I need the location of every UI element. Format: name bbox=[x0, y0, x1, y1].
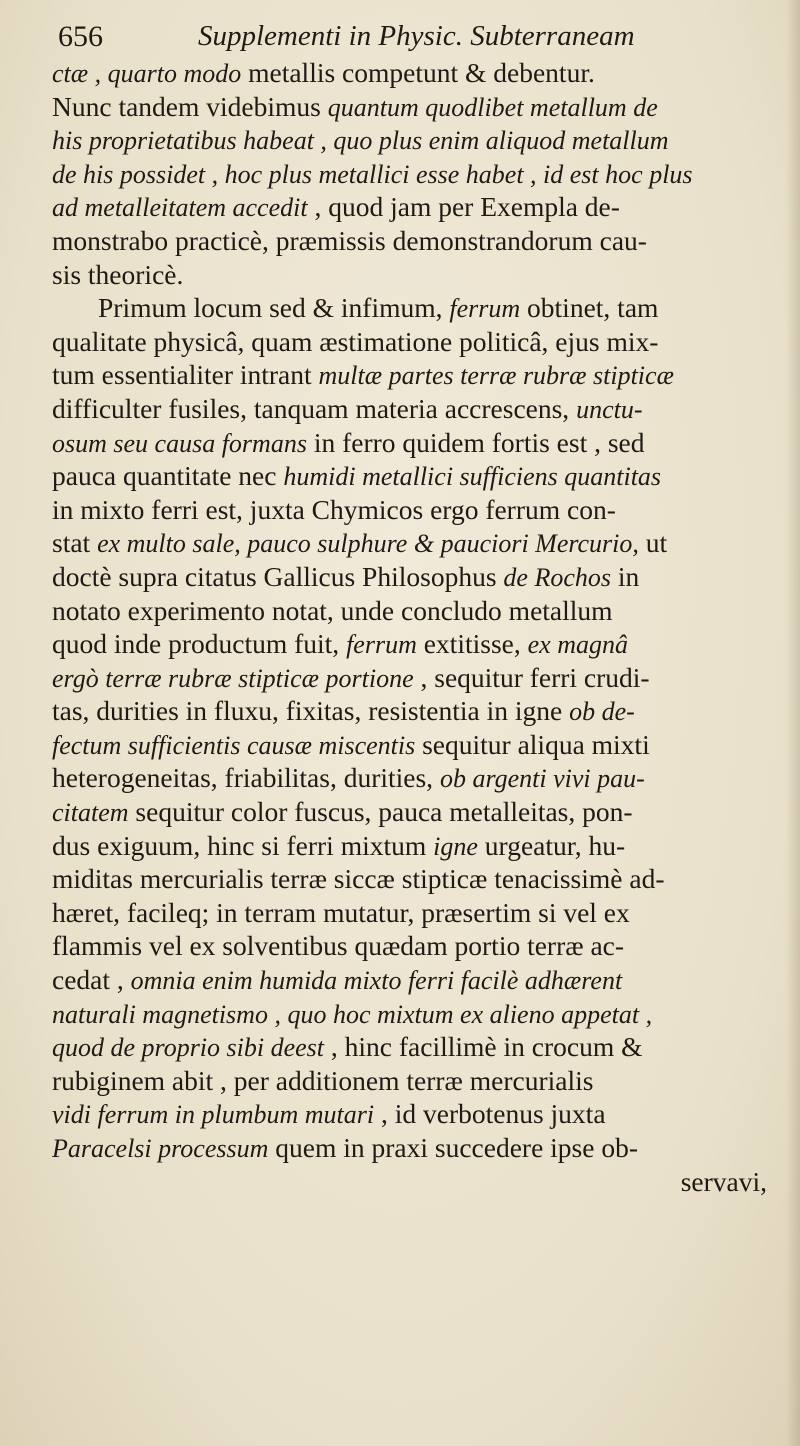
italic-segment: ob de- bbox=[569, 697, 635, 727]
text-segment: sis theoricè. bbox=[52, 258, 184, 290]
page-number: 656 bbox=[58, 20, 103, 53]
text-segment: flammis vel ex solventibus quædam portio terræ ac- bbox=[52, 930, 625, 962]
text-segment: , hinc facillimè in crocum & bbox=[324, 1031, 643, 1063]
italic-segment: ex multo sale, pauco sulphure & pauciori Mercurio, bbox=[97, 529, 639, 559]
italic-segment: fectum sufficientis causæ miscentis bbox=[52, 730, 416, 760]
text-segment: , sequitur ferri crudi- bbox=[413, 661, 650, 693]
italic-segment: osum seu causa formans bbox=[52, 428, 307, 458]
text-line bbox=[52, 560, 787, 594]
text-line bbox=[52, 594, 787, 628]
text-segment: ut bbox=[638, 527, 668, 559]
text-line bbox=[52, 862, 787, 896]
text-line bbox=[52, 694, 787, 728]
italic-segment: de Rochos bbox=[503, 562, 611, 592]
italic-segment: ex magnâ bbox=[527, 630, 628, 660]
text-line bbox=[52, 56, 787, 90]
text-line bbox=[52, 997, 787, 1031]
italic-segment: ad metalleitatem accedit bbox=[52, 193, 308, 223]
text-segment: in mixto ferri est, juxta Chymicos ergo ferrum con- bbox=[52, 493, 616, 525]
text-segment: tum essentialiter intrant bbox=[52, 359, 319, 391]
text-segment: qualitate physicâ, quam æstimatione politicâ, ejus mix- bbox=[52, 325, 659, 357]
text-line bbox=[52, 459, 787, 493]
text-line bbox=[52, 1131, 787, 1165]
text-segment: extitisse, bbox=[416, 628, 528, 660]
text-line bbox=[52, 795, 787, 829]
text-line bbox=[52, 190, 787, 224]
text-segment: servavi, bbox=[680, 1165, 767, 1197]
text-segment: , id verbotenus juxta bbox=[374, 1098, 606, 1130]
italic-segment: vidi ferrum in plumbum mutari bbox=[52, 1100, 375, 1130]
text-line bbox=[52, 258, 787, 292]
text-segment: stat bbox=[52, 527, 98, 559]
text-segment: urgeatur, hu- bbox=[477, 829, 626, 861]
italic-segment: citatem bbox=[52, 798, 129, 828]
italic-segment: ferrum bbox=[449, 294, 521, 324]
page-edge-shadow bbox=[786, 0, 800, 1446]
text-segment: doctè supra citatus Gallicus Philosophus bbox=[52, 560, 504, 592]
text-segment: cedat , bbox=[52, 964, 131, 996]
text-segment: obtinet, tam bbox=[520, 292, 659, 324]
text-line bbox=[52, 761, 787, 795]
text-segment: hæret, facileq; in terram mutatur, præsertim si vel ex bbox=[52, 896, 630, 928]
text-segment: in ferro quidem fortis est , sed bbox=[306, 426, 645, 458]
text-segment: monstrabo practicè, præmissis demonstrandorum cau- bbox=[52, 224, 647, 256]
text-line bbox=[52, 493, 787, 527]
italic-segment: ferrum bbox=[346, 630, 417, 660]
text-segment: heterogeneitas, friabilitas, durities, bbox=[52, 762, 440, 794]
text-line bbox=[52, 896, 787, 930]
text-segment: tas, durities in fluxu, fixitas, resistentia in igne bbox=[52, 695, 570, 727]
text-line bbox=[52, 426, 787, 460]
italic-segment: Paracelsi processum bbox=[52, 1134, 269, 1163]
text-line bbox=[52, 728, 787, 762]
text-segment: Primum locum sed & infimum, bbox=[98, 292, 450, 324]
italic-segment: ob argenti vivi pau- bbox=[439, 764, 645, 794]
italic-segment: igne bbox=[433, 831, 478, 861]
text-line bbox=[52, 358, 787, 392]
italic-segment: quod de proprio sibi deest bbox=[52, 1033, 325, 1063]
text-line bbox=[52, 1064, 787, 1098]
text-line bbox=[52, 157, 787, 191]
body-text bbox=[52, 56, 787, 1198]
italic-segment: humidi metallici sufficiens quantitas bbox=[283, 462, 662, 492]
italic-segment: quantum quodlibet metallum de bbox=[327, 92, 658, 122]
running-title: Supplementi in Physic. Subterraneam bbox=[198, 20, 635, 52]
text-line bbox=[52, 929, 787, 963]
italic-segment: ctæ , quarto modo bbox=[52, 59, 242, 88]
italic-segment: ergò terræ rubræ stipticæ portione bbox=[52, 663, 414, 693]
text-segment: sequitur aliqua mixti bbox=[415, 728, 650, 760]
text-line bbox=[52, 661, 787, 695]
text-segment: in bbox=[611, 560, 640, 592]
text-line bbox=[52, 90, 787, 124]
text-segment: dus exiguum, hinc si ferri mixtum bbox=[52, 829, 434, 861]
text-line bbox=[52, 963, 787, 997]
text-line bbox=[52, 224, 787, 258]
italic-segment: omnia enim humida mixto ferri facilè adhærent bbox=[130, 966, 623, 996]
page-header bbox=[58, 14, 758, 54]
text-segment: , quod jam per Exempla de- bbox=[307, 191, 620, 223]
text-line bbox=[52, 1030, 787, 1064]
text-line bbox=[52, 627, 787, 661]
text-line bbox=[52, 123, 787, 157]
text-segment: sequitur color fuscus, pauca metalleitas, pon- bbox=[128, 796, 633, 828]
text-line bbox=[52, 291, 787, 325]
text-line bbox=[52, 1097, 787, 1131]
text-segment: quod inde productum fuit, bbox=[52, 628, 347, 660]
text-line bbox=[52, 325, 787, 359]
text-segment: Nunc tandem videbimus bbox=[52, 90, 328, 122]
italic-segment: unctu- bbox=[576, 394, 643, 424]
text-line bbox=[52, 1165, 787, 1199]
text-segment: pauca quantitate nec bbox=[52, 460, 284, 492]
text-line bbox=[52, 829, 787, 863]
italic-segment: de his possidet , hoc plus metallici esse habet , id est hoc plus bbox=[52, 159, 693, 189]
italic-segment: multæ partes terræ rubræ stipticæ bbox=[318, 361, 674, 391]
text-segment: notato experimento notat, unde concludo metallum bbox=[52, 594, 613, 626]
text-segment: quem in praxi succedere ipse ob- bbox=[268, 1132, 638, 1163]
text-line bbox=[52, 392, 787, 426]
italic-segment: his proprietatibus habeat , quo plus enim aliquod metallum bbox=[52, 126, 669, 156]
text-segment: difficulter fusiles, tanquam materia accrescens, bbox=[52, 392, 577, 424]
text-segment: miditas mercurialis terræ siccæ stipticæ tenacissimè ad- bbox=[52, 863, 665, 895]
text-line bbox=[52, 526, 787, 560]
italic-segment: naturali magnetismo , quo hoc mixtum ex alieno appetat , bbox=[52, 999, 653, 1029]
text-segment: metallis competunt & debentur. bbox=[241, 57, 595, 88]
text-segment: rubiginem abit , per additionem terræ mercurialis bbox=[52, 1064, 594, 1096]
